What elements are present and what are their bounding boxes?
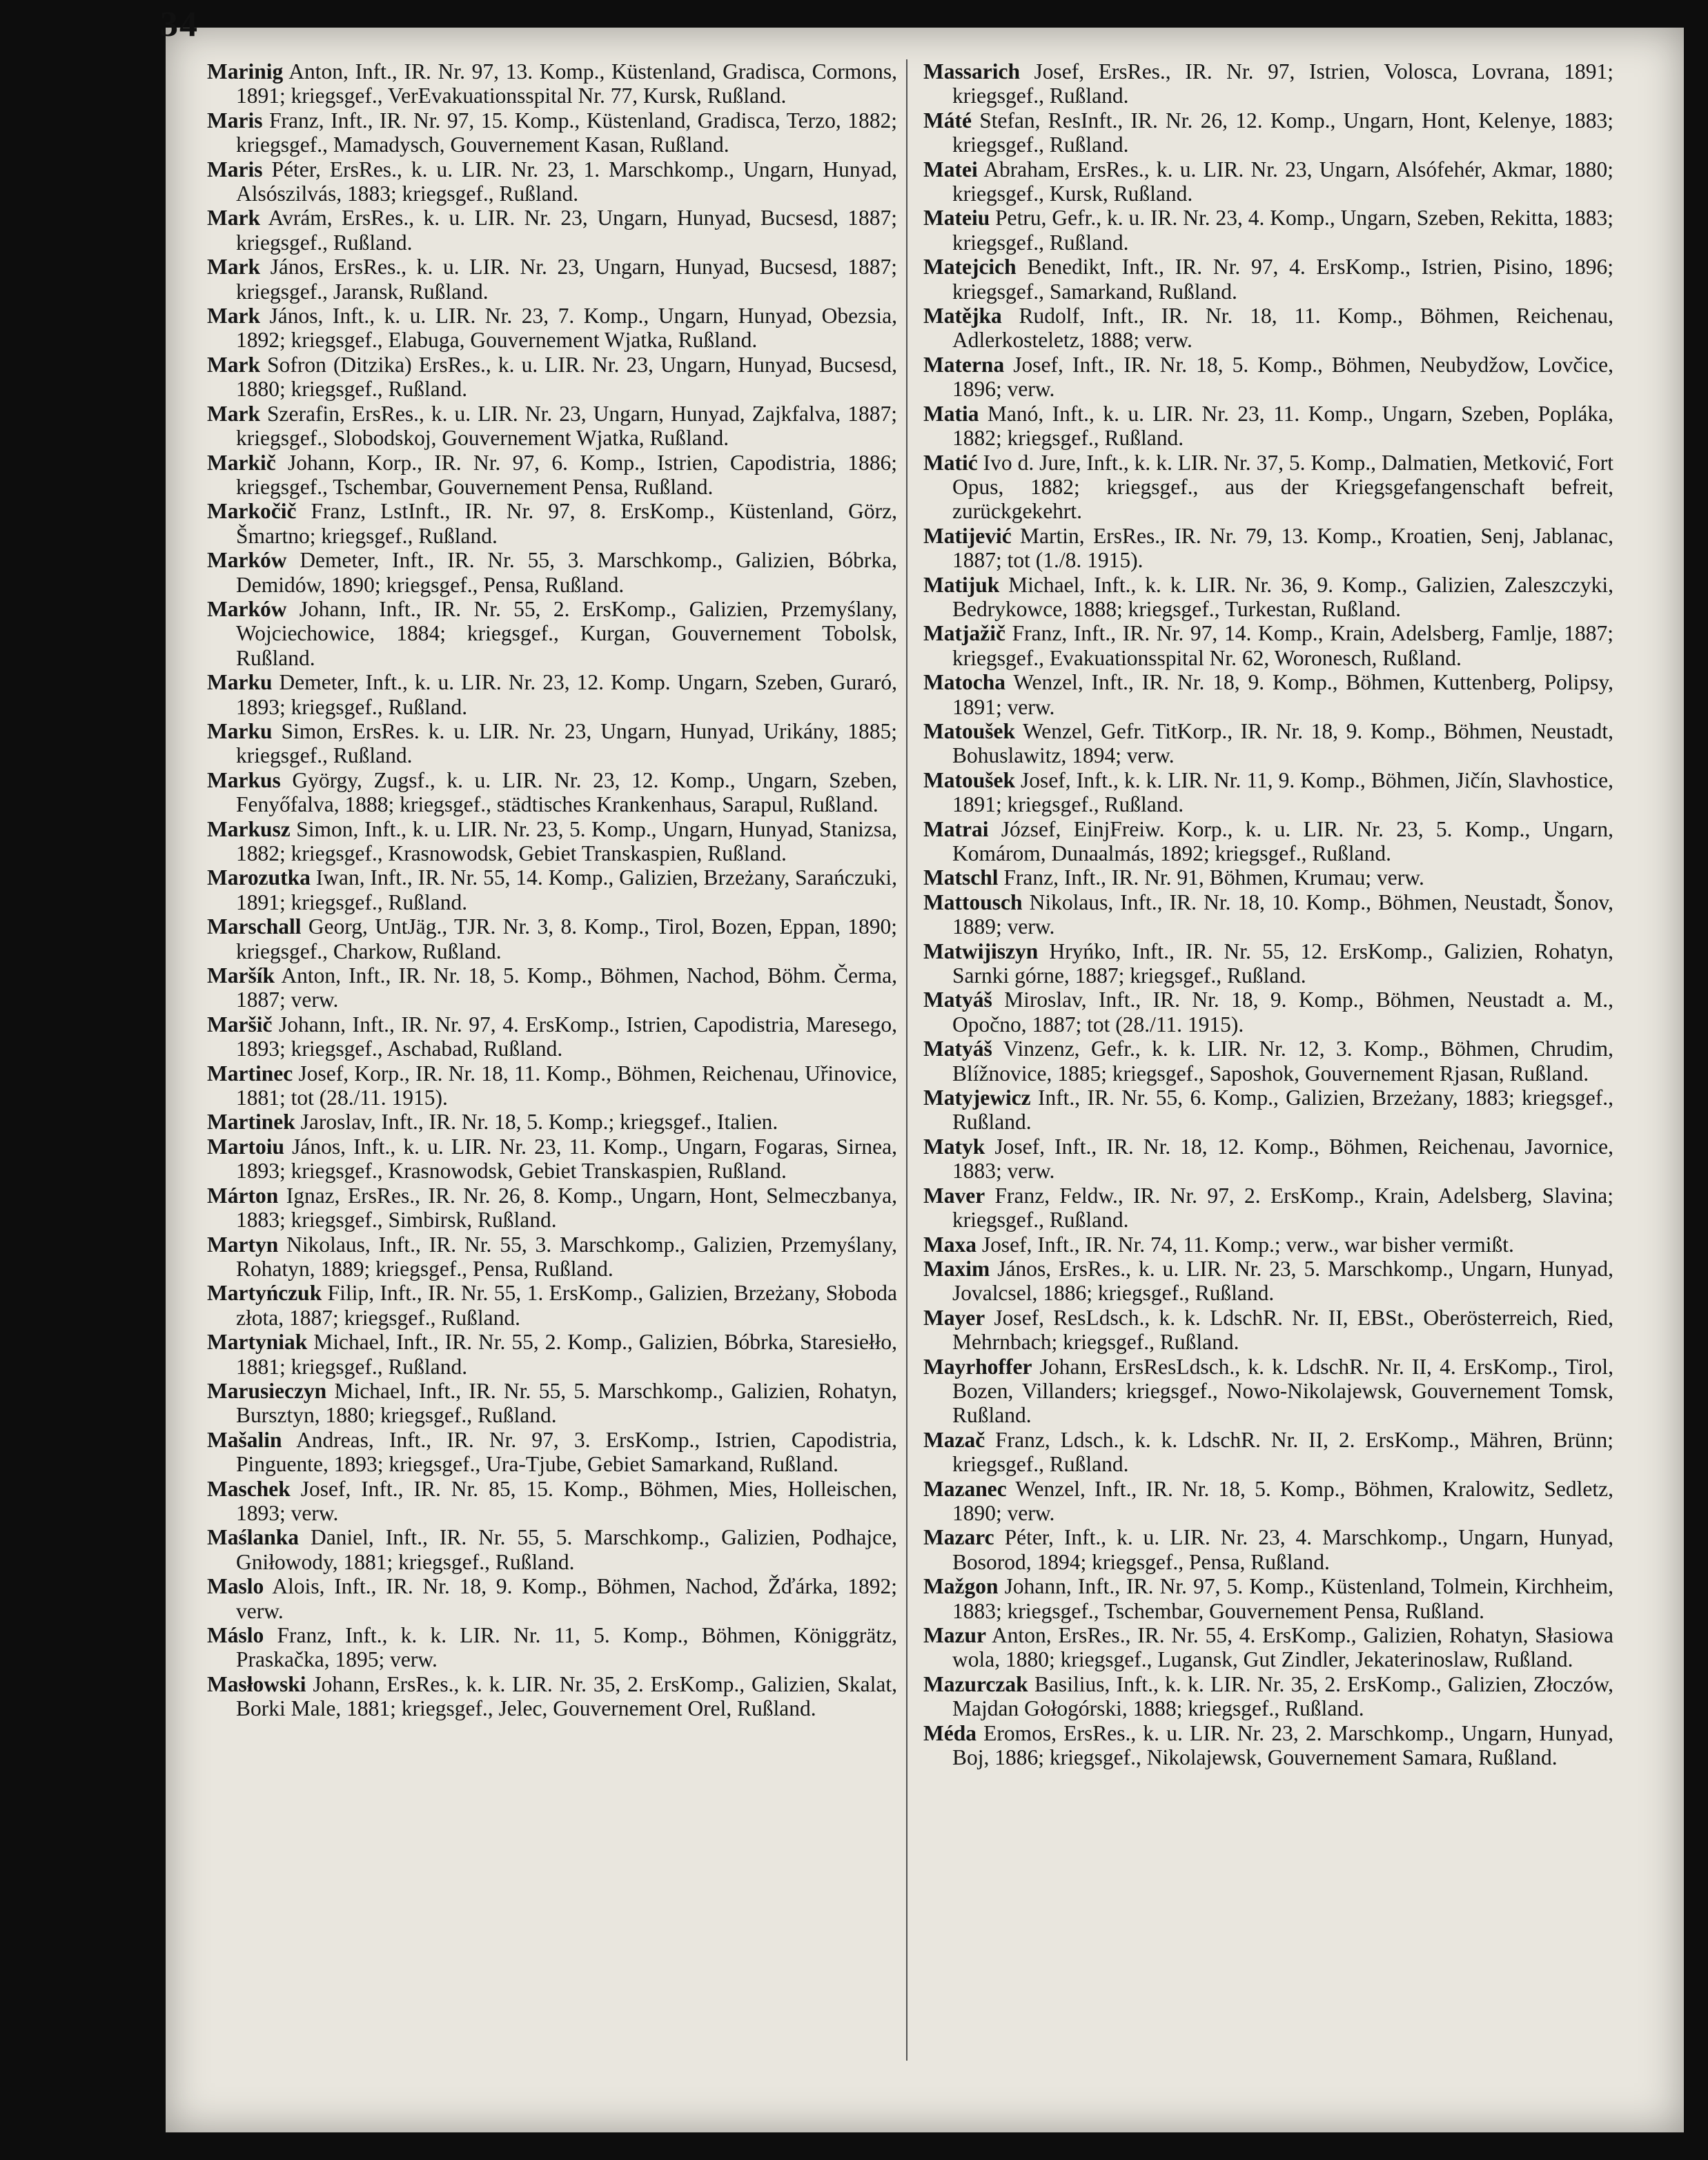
register-entry	[923, 1428, 1613, 1477]
entry-surname: Máslo	[207, 1623, 264, 1647]
entry-surname: Mayrhoffer	[923, 1354, 1032, 1379]
entry-details: Wenzel, Inft., IR. Nr. 18, 5. Komp., Böhmen, Kralowitz, Sedletz, 1890; verw.	[952, 1476, 1613, 1525]
register-entry	[923, 108, 1613, 157]
entry-surname: Méda	[923, 1720, 976, 1745]
entry-surname: Mazurczak	[923, 1671, 1028, 1696]
entry-details: Péter, ErsRes., k. u. LIR. Nr. 23, 1. Marschkomp., Ungarn, Hunyad, Alsószilvás, 1883; kriegsgef., Rußland.	[236, 157, 898, 206]
register-entry	[207, 1525, 897, 1574]
entry-surname: Matjažič	[923, 621, 1005, 646]
register-entry	[923, 670, 1613, 719]
entry-details: Sofron (Ditzika) ErsRes., k. u. LIR. Nr. 23, Ungarn, Hunyad, Bucsesd, 1880; kriegsgef., Rußland.	[236, 352, 897, 402]
entry-surname: Mayer	[923, 1305, 985, 1330]
register-entry	[207, 963, 897, 1012]
entry-details: Josef, ErsRes., IR. Nr. 97, Istrien, Volosca, Lovrana, 1891; kriegsgef., Rußland.	[952, 59, 1613, 108]
entry-details: Johann, Inft., IR. Nr. 97, 4. ErsKomp., Istrien, Capodistria, Maresego, 1893; kriegsgef., Aschabad, Rußland.	[236, 1012, 897, 1061]
entry-details: Ivo d. Jure, Inft., k. k. LIR. Nr. 37, 5. Komp., Dalmatien, Metković, Fort Opus, 1882; kriegsgef., aus der Kriegsgefangenschaft befreit, zurückgekehrt.	[952, 450, 1613, 524]
register-entry	[207, 1012, 897, 1061]
entry-details: Anton, Inft., IR. Nr. 18, 5. Komp., Böhmen, Nachod, Böhm. Čerma, 1887; verw.	[236, 963, 897, 1012]
entry-surname: Massarich	[923, 59, 1020, 84]
entry-surname: Maślanka	[207, 1525, 300, 1550]
register-entry	[207, 108, 897, 157]
entry-surname: Marozutka	[207, 865, 311, 890]
register-entry	[923, 1672, 1613, 1721]
register-entry	[207, 1281, 897, 1330]
entry-details: Johann, Inft., IR. Nr. 97, 5. Komp., Küstenland, Tolmein, Kirchheim, 1883; kriegsgef., Tschembar, Gouvernement Pensa, Rußland.	[952, 1574, 1614, 1623]
entry-surname: Marku	[207, 670, 273, 695]
entry-surname: Márton	[207, 1183, 279, 1208]
register-entry	[923, 304, 1613, 353]
entry-details: Simon, ErsRes. k. u. LIR. Nr. 23, Ungarn, Hunyad, Urikány, 1885; kriegsgef., Rußland.	[236, 718, 898, 768]
entry-surname: Mark	[207, 304, 260, 328]
register-entry	[923, 939, 1613, 988]
entry-surname: Matyáš	[923, 988, 992, 1012]
entry-surname: Mattousch	[923, 890, 1023, 914]
entry-details: Jaroslav, Inft., IR. Nr. 18, 5. Komp.; kriegsgef., Italien.	[300, 1110, 778, 1135]
entry-details: Nikolaus, Inft., IR. Nr. 18, 10. Komp., Böhmen, Neustadt, Šonov, 1889; verw.	[952, 890, 1614, 939]
entry-details: Josef, Inft., IR. Nr. 18, 5. Komp., Böhmen, Neubydžow, Lovčice, 1896; verw.	[952, 352, 1614, 402]
register-entry	[207, 1184, 897, 1233]
register-entry	[207, 157, 897, 206]
entry-details: Nikolaus, Inft., IR. Nr. 55, 3. Marschkomp., Galizien, Przemyślany, Rohatyn, 1889; kriegsgef., Pensa, Rußland.	[236, 1232, 898, 1281]
entry-details: József, EinjFreiw. Korp., k. u. LIR. Nr. 23, 5. Komp., Ungarn, Komárom, Dunaalmás, 1892; kriegsgef., Rußland.	[952, 816, 1614, 865]
entry-details: Basilius, Inft., k. k. LIR. Nr. 35, 2. ErsKomp., Galizien, Złoczów, Majdan Gołogórski, 1888; kriegsgef., Rußland.	[952, 1671, 1613, 1721]
entry-details: Benedikt, Inft., IR. Nr. 97, 4. ErsKomp., Istrien, Pisino, 1896; kriegsgef., Samarkand, Rußland.	[952, 255, 1614, 304]
entry-surname: Masłowski	[207, 1671, 306, 1696]
entry-details: Hryńko, Inft., IR. Nr. 55, 12. ErsKomp., Galizien, Rohatyn, Sarnki górne, 1887; kriegsgef., Rußland.	[952, 939, 1613, 988]
register-entry	[207, 1477, 897, 1526]
entry-surname: Maxa	[923, 1232, 976, 1257]
register-entry	[207, 255, 897, 304]
register-entry	[923, 1184, 1613, 1233]
register-entry	[923, 353, 1613, 402]
entry-surname: Matyáš	[923, 1037, 992, 1061]
entry-details: Avrám, ErsRes., k. u. LIR. Nr. 23, Ungarn, Hunyad, Bucsesd, 1887; kriegsgef., Rußland.	[236, 206, 897, 255]
entry-details: Miroslav, Inft., IR. Nr. 18, 9. Komp., Böhmen, Neustadt a. M., Opočno, 1887; tot (28./11. 1915).	[952, 988, 1614, 1037]
entry-surname: Matia	[923, 401, 979, 426]
entry-surname: Mateiu	[923, 206, 990, 230]
entry-details: Stefan, ResInft., IR. Nr. 26, 12. Komp., Ungarn, Hont, Kelenye, 1883; kriegsgef., Rußland.	[952, 108, 1614, 157]
entry-details: Josef, ResLdsch., k. k. LdschR. Nr. II, EBSt., Oberösterreich, Ried, Mehrnbach; kriegsgef., Rußland.	[952, 1305, 1613, 1355]
register-entry	[207, 1110, 897, 1134]
entry-surname: Mažgon	[923, 1574, 999, 1599]
register-entry	[923, 768, 1613, 817]
entry-details: Filip, Inft., IR. Nr. 55, 1. ErsKomp., Galizien, Brzeżany, Słoboda złota, 1887; kriegsgef., Rußland.	[236, 1281, 898, 1330]
entry-details: Eromos, ErsRes., k. u. LIR. Nr. 23, 2. Marschkomp., Ungarn, Hunyad, Boj, 1886; kriegsgef., Nikolajewsk, Gouvernement Samara, Rußland.	[952, 1720, 1613, 1770]
entry-surname: Matocha	[923, 670, 1005, 695]
entry-details: Szerafin, ErsRes., k. u. LIR. Nr. 23, Ungarn, Hunyad, Zajkfalva, 1887; kriegsgef., Slobodskoj, Gouvernement Wjatka, Rußland.	[236, 401, 897, 451]
entry-surname: Maris	[207, 108, 263, 132]
register-entry	[207, 451, 897, 500]
register-entry	[207, 1574, 897, 1623]
register-entry	[207, 1379, 897, 1428]
entry-surname: Matoušek	[923, 718, 1015, 743]
register-entry	[207, 914, 897, 963]
entry-surname: Matyk	[923, 1134, 985, 1159]
entry-details: János, ErsRes., k. u. LIR. Nr. 23, Ungarn, Hunyad, Bucsesd, 1887; kriegsgef., Jaransk, Rußland.	[236, 255, 898, 304]
entry-surname: Marinig	[207, 59, 284, 84]
register-entry	[923, 1037, 1613, 1086]
register-entry	[923, 1135, 1613, 1184]
register-entry	[207, 1061, 897, 1110]
register-entry	[207, 768, 897, 817]
entry-details: Johann, Korp., IR. Nr. 97, 6. Komp., Istrien, Capodistria, 1886; kriegsgef., Tschembar, Gouvernement Pensa, Rußland.	[236, 450, 897, 499]
entry-surname: Marków	[207, 548, 287, 573]
entry-surname: Marusieczyn	[207, 1378, 327, 1403]
register-entry	[207, 1672, 897, 1721]
entry-surname: Matschl	[923, 865, 999, 890]
entry-surname: Maver	[923, 1183, 985, 1208]
entry-details: Abraham, ErsRes., k. u. LIR. Nr. 23, Ungarn, Alsófehér, Akmar, 1880; kriegsgef., Kursk, Rußland.	[952, 157, 1614, 206]
register-entry	[207, 670, 897, 719]
entry-details: János, ErsRes., k. u. LIR. Nr. 23, 5. Marschkomp., Ungarn, Hunyad, Jovalcsel, 1886; kriegsgef., Rußland.	[952, 1256, 1614, 1306]
entry-surname: Marków	[207, 596, 287, 621]
entry-surname: Martoiu	[207, 1134, 284, 1159]
page-number: 34	[160, 5, 199, 44]
entry-details: Michael, Inft., IR. Nr. 55, 2. Komp., Galizien, Bóbrka, Staresiełło, 1881; kriegsgef., Rußland.	[236, 1330, 897, 1379]
entry-surname: Maxim	[923, 1256, 990, 1281]
right-column	[923, 59, 1613, 1769]
register-entry	[923, 1355, 1613, 1428]
entry-details: Anton, ErsRes., IR. Nr. 55, 4. ErsKomp., Galizien, Rohatyn, Słasiowa wola, 1880; kriegsgef., Lugansk, Gut Zindler, Jekaterinoslaw, Rußland.	[952, 1623, 1613, 1672]
entry-surname: Mašalin	[207, 1427, 282, 1452]
entry-surname: Martyn	[207, 1232, 279, 1257]
register-entry	[923, 1623, 1613, 1672]
entry-details: Georg, UntJäg., TJR. Nr. 3, 8. Komp., Tirol, Bozen, Eppan, 1890; kriegsgef., Charkow, Rußland.	[236, 914, 897, 963]
entry-details: Josef, Korp., IR. Nr. 18, 11. Komp., Böhmen, Reichenau, Uřinovice, 1881; tot (28./11. 1915).	[236, 1061, 897, 1110]
register-entry	[923, 157, 1613, 206]
register-entry	[923, 1477, 1613, 1526]
register-entry	[923, 1086, 1613, 1135]
register-entry	[923, 573, 1613, 622]
entry-details: Franz, Ldsch., k. k. LdschR. Nr. II, 2. ErsKomp., Mähren, Brünn; kriegsgef., Rußland.	[952, 1427, 1613, 1477]
entry-details: Martin, ErsRes., IR. Nr. 79, 13. Komp., Kroatien, Senj, Jablanac, 1887; tot (1./8. 1915).	[952, 523, 1613, 573]
entry-surname: Markus	[207, 767, 281, 792]
entry-surname: Materna	[923, 352, 1005, 377]
entry-surname: Martinec	[207, 1061, 293, 1086]
register-entry	[923, 1257, 1613, 1306]
entry-details: Rudolf, Inft., IR. Nr. 18, 11. Komp., Böhmen, Reichenau, Adlerkosteletz, 1888; verw.	[952, 304, 1613, 353]
entry-surname: Martyniak	[207, 1330, 308, 1355]
entry-details: Franz, Feldw., IR. Nr. 97, 2. ErsKomp., Krain, Adelsberg, Slavina; kriegsgef., Rußland.	[952, 1183, 1613, 1233]
register-entry	[923, 719, 1613, 768]
entry-surname: Máté	[923, 108, 972, 132]
entry-details: György, Zugsf., k. u. LIR. Nr. 23, 12. Komp., Ungarn, Szeben, Fenyőfalva, 1888; kriegsgef., städtisches Krankenhaus, Sarapul, Rußland.	[236, 767, 897, 817]
entry-details: Wenzel, Gefr. TitKorp., IR. Nr. 18, 9. Komp., Böhmen, Neustadt, Bohuslawitz, 1894; verw.	[952, 718, 1613, 768]
register-entry	[923, 255, 1613, 304]
entry-surname: Mark	[207, 255, 260, 279]
entry-details: Péter, Inft., k. u. LIR. Nr. 23, 4. Marschkomp., Ungarn, Hunyad, Bosorod, 1894; kriegsgef., Pensa, Rußland.	[952, 1525, 1613, 1574]
entry-details: Petru, Gefr., k. u. IR. Nr. 23, 4. Komp., Ungarn, Szeben, Rekitta, 1883; kriegsgef., Rußland.	[952, 206, 1614, 255]
register-entry	[207, 206, 897, 255]
entry-surname: Mazanec	[923, 1476, 1007, 1501]
register-entry	[923, 1233, 1613, 1257]
register-entry	[207, 304, 897, 353]
entry-details: Johann, Inft., IR. Nr. 55, 2. ErsKomp., Galizien, Przemyślany, Wojciechowice, 1884; kriegsgef., Kurgan, Gouvernement Tobolsk, Rußland.	[236, 596, 897, 670]
register-entry	[923, 865, 1613, 890]
left-column	[207, 59, 897, 1721]
entry-details: Johann, ErsResLdsch., k. k. LdschR. Nr. II, 4. ErsKomp., Tirol, Bozen, Villanders; kriegsgef., Nowo-Nikolajewsk, Gouvernement Tomsk, Rußland.	[952, 1354, 1614, 1428]
register-entry	[923, 817, 1613, 866]
entry-surname: Mark	[207, 206, 260, 230]
entry-surname: Matijuk	[923, 572, 1000, 597]
column-divider	[906, 59, 907, 2061]
register-entry	[923, 524, 1613, 573]
entry-details: Franz, LstInft., IR. Nr. 97, 8. ErsKomp., Küstenland, Görz, Šmartno; kriegsgef., Rußland.	[236, 499, 898, 548]
entry-details: János, Inft., k. u. LIR. Nr. 23, 7. Komp., Ungarn, Hunyad, Obezsia, 1892; kriegsgef., Elabuga, Gouvernement Wjatka, Rußland.	[236, 304, 898, 353]
entry-details: Inft., IR. Nr. 55, 6. Komp., Galizien, Brzeżany, 1883; kriegsgef., Rußland.	[952, 1086, 1614, 1135]
entry-surname: Markič	[207, 450, 276, 475]
entry-surname: Mazač	[923, 1427, 985, 1452]
register-entry	[207, 1135, 897, 1184]
register-entry	[923, 890, 1613, 939]
entry-details: Simon, Inft., k. u. LIR. Nr. 23, 5. Komp., Ungarn, Hunyad, Stanizsa, 1882; kriegsgef., Krasnowodsk, Gebiet Transkaspien, Rußland.	[236, 816, 897, 865]
register-entry	[207, 353, 897, 402]
entry-surname: Markusz	[207, 816, 291, 841]
entry-surname: Matwijiszyn	[923, 939, 1039, 963]
register-entry	[923, 402, 1613, 451]
entry-surname: Matijević	[923, 523, 1012, 548]
entry-details: Iwan, Inft., IR. Nr. 55, 14. Komp., Galizien, Brzeżany, Sarańczuki, 1891; kriegsgef., Rußland.	[236, 865, 897, 914]
register-entry	[923, 206, 1613, 255]
entry-surname: Maslo	[207, 1574, 264, 1599]
entry-surname: Marku	[207, 718, 273, 743]
entry-details: Daniel, Inft., IR. Nr. 55, 5. Marschkomp., Galizien, Podhajce, Gniłowody, 1881; kriegsgef., Rußland.	[236, 1525, 898, 1574]
entry-surname: Markočič	[207, 499, 297, 524]
entry-details: Wenzel, Inft., IR. Nr. 18, 9. Komp., Böhmen, Kuttenberg, Polipsy, 1891; verw.	[952, 670, 1613, 719]
register-entry	[207, 817, 897, 866]
entry-surname: Matei	[923, 157, 978, 181]
entry-surname: Mark	[207, 401, 260, 426]
entry-details: Ignaz, ErsRes., IR. Nr. 26, 8. Komp., Ungarn, Hont, Selmeczbanya, 1883; kriegsgef., Simbirsk, Rußland.	[236, 1183, 897, 1233]
register-entry	[923, 621, 1613, 670]
entry-surname: Martinek	[207, 1110, 295, 1135]
register-entry	[207, 499, 897, 548]
register-entry	[207, 548, 897, 597]
register-entry	[923, 1525, 1613, 1574]
entry-surname: Martyńczuk	[207, 1281, 322, 1306]
entry-surname: Matrai	[923, 816, 989, 841]
entry-surname: Maršík	[207, 963, 275, 988]
register-entry	[207, 1623, 897, 1672]
entry-details: Franz, Inft., IR. Nr. 91, Böhmen, Krumau; verw.	[1003, 865, 1424, 890]
register-entry	[207, 1233, 897, 1282]
register-entry	[207, 1428, 897, 1477]
entry-details: Johann, ErsRes., k. k. LIR. Nr. 35, 2. ErsKomp., Galizien, Skalat, Borki Male, 1881; kriegsgef., Jelec, Gouvernement Orel, Rußland.	[236, 1671, 897, 1721]
entry-details: Demeter, Inft., IR. Nr. 55, 3. Marschkomp., Galizien, Bóbrka, Demidów, 1890; kriegsgef., Pensa, Rußland.	[236, 548, 898, 597]
entry-details: Josef, Inft., IR. Nr. 18, 12. Komp., Böhmen, Reichenau, Javornice, 1883; verw.	[952, 1134, 1614, 1184]
register-entry	[923, 1574, 1613, 1623]
entry-details: Anton, Inft., IR. Nr. 97, 13. Komp., Küstenland, Gradisca, Cormons, 1891; kriegsgef., VerEvakuationsspital Nr. 77, Kursk, Rußland.	[236, 59, 898, 108]
entry-details: Franz, Inft., IR. Nr. 97, 15. Komp., Küstenland, Gradisca, Terzo, 1882; kriegsgef., Mamadysch, Gouvernement Kasan, Rußland.	[236, 108, 898, 157]
register-entry	[207, 402, 897, 451]
entry-surname: Matejcich	[923, 255, 1017, 279]
entry-surname: Maršič	[207, 1012, 273, 1037]
entry-surname: Maris	[207, 157, 263, 181]
entry-surname: Matić	[923, 450, 978, 475]
entry-details: Manó, Inft., k. u. LIR. Nr. 23, 11. Komp., Ungarn, Szeben, Popláka, 1882; kriegsgef., Rußland.	[952, 401, 1613, 451]
register-entry	[923, 451, 1613, 524]
entry-details: Vinzenz, Gefr., k. k. LIR. Nr. 12, 3. Komp., Böhmen, Chrudim, Blížnovice, 1885; kriegsgef., Saposhok, Gouvernement Rjasan, Rußland.	[952, 1037, 1613, 1086]
entry-details: Josef, Inft., k. k. LIR. Nr. 11, 9. Komp., Böhmen, Jičín, Slavhostice, 1891; kriegsgef., Rußland.	[952, 767, 1613, 817]
entry-surname: Mazarc	[923, 1525, 994, 1550]
register-entry	[923, 1721, 1613, 1770]
register-entry	[207, 597, 897, 670]
register-entry	[207, 1330, 897, 1379]
entry-details: Demeter, Inft., k. u. LIR. Nr. 23, 12. Komp. Ungarn, Szeben, Guraró, 1893; kriegsgef., Rußland.	[236, 670, 897, 719]
entry-surname: Matyjewicz	[923, 1086, 1031, 1110]
register-entry	[923, 1306, 1613, 1355]
entry-surname: Matoušek	[923, 767, 1015, 792]
register-entry	[207, 719, 897, 768]
entry-details: Josef, Inft., IR. Nr. 74, 11. Komp.; verw., war bisher vermißt.	[981, 1232, 1514, 1257]
entry-details: Josef, Inft., IR. Nr. 85, 15. Komp., Böhmen, Mies, Holleischen, 1893; verw.	[236, 1476, 898, 1525]
register-entry	[923, 988, 1613, 1037]
register-entry	[923, 59, 1613, 108]
entry-surname: Mark	[207, 352, 260, 377]
entry-details: Michael, Inft., IR. Nr. 55, 5. Marschkomp., Galizien, Rohatyn, Bursztyn, 1880; kriegsgef., Rußland.	[236, 1378, 898, 1428]
register-entry	[207, 865, 897, 914]
entry-details: Franz, Inft., k. k. LIR. Nr. 11, 5. Komp., Böhmen, Königgrätz, Praskačka, 1895; verw.	[236, 1623, 897, 1672]
entry-details: Alois, Inft., IR. Nr. 18, 9. Komp., Böhmen, Nachod, Žďárka, 1892; verw.	[236, 1574, 897, 1623]
entry-surname: Matějka	[923, 304, 1002, 328]
entry-surname: Marschall	[207, 914, 302, 939]
entry-surname: Mazur	[923, 1623, 986, 1647]
entry-details: Franz, Inft., IR. Nr. 97, 14. Komp., Krain, Adelsberg, Famlje, 1887; kriegsgef., Evakuationsspital Nr. 62, Woronesch, Rußland.	[952, 621, 1613, 670]
register-entry	[207, 59, 897, 108]
entry-surname: Maschek	[207, 1476, 291, 1501]
entry-details: Michael, Inft., k. k. LIR. Nr. 36, 9. Komp., Galizien, Zaleszczyki, Bedrykowce, 1888; kriegsgef., Turkestan, Rußland.	[952, 572, 1614, 621]
entry-details: Andreas, Inft., IR. Nr. 97, 3. ErsKomp., Istrien, Capodistria, Pinguente, 1893; kriegsgef., Ura-Tjube, Gebiet Samarkand, Rußland.	[236, 1427, 897, 1477]
entry-details: János, Inft., k. u. LIR. Nr. 23, 11. Komp., Ungarn, Fogaras, Sirnea, 1893; kriegsgef., Krasnowodsk, Gebiet Transkaspien, Rußland.	[236, 1134, 897, 1184]
